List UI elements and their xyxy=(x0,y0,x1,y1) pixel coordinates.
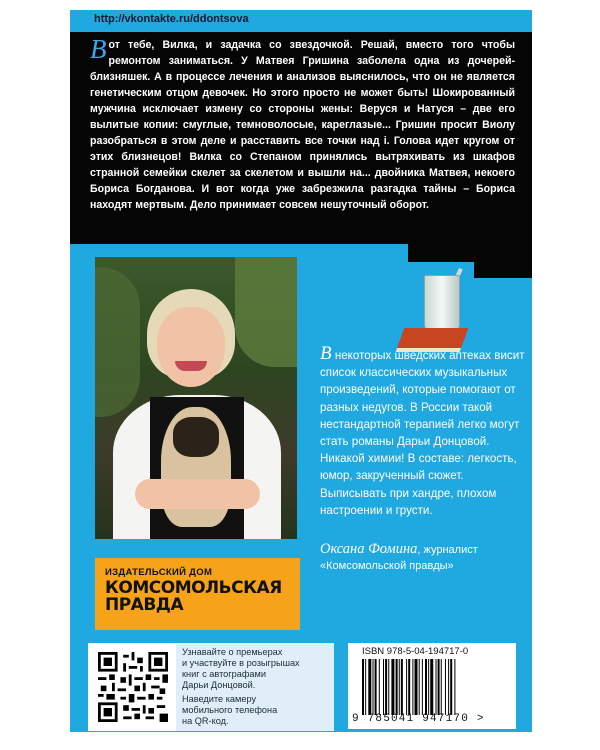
qr-instructions xyxy=(176,643,334,731)
qr-line: и участвуйте в розыгрышах xyxy=(182,658,300,668)
barcode-bar xyxy=(373,659,374,715)
barcode-bar xyxy=(422,659,423,715)
book-back-cover xyxy=(70,10,532,732)
synopsis-body: от тебе, Вилка, и задачка со звездочкой. Решай, вместо того чтобы ремонтом заниматься. У Матвея Гришина заболела одна из дочерей-близняшек. А в процессе лечения и анализов выяснилось, что он не является генетическим отцом девочек. Но этого просто не может быть! Шокированный мужчина исключает измену со стороны жены: Веруся и Натуся – две его вылитые копии: смуглые, темноволосые, кареглазые... Гришин просит Виолу разобраться в этом деле и расставить все точки над i. Голова идет кругом от этих близнецов! Вилка со Степаном принялись вытряхивать из шкафов странной семейки скелет за скелетом и вышли на... двойника Матвея, некоего Бориса Богданова. И вот когда уже забрезжила разгадка тайны – Бориса находят мертвым. Дело принимает совсем нешуточный оборот. xyxy=(90,39,515,211)
barcode-bar xyxy=(428,659,429,715)
barcode-panel xyxy=(348,643,516,729)
barcode-bar xyxy=(399,659,400,715)
review-author-role: , журналист xyxy=(417,544,478,556)
barcode-bar xyxy=(412,659,413,715)
top-strip xyxy=(70,10,532,32)
photo-pug-face xyxy=(173,417,219,457)
barcode-bar xyxy=(406,659,407,715)
author-url[interactable]: http://vkontakte.ru/ddontsova xyxy=(94,13,249,25)
qr-line: мобильного телефона xyxy=(182,705,278,715)
qr-line: Дарьи Донцовой. xyxy=(182,680,256,690)
barcode-bar xyxy=(430,659,433,715)
barcode-bar xyxy=(415,659,418,715)
review-author-outlet: «Комсомольской правды» xyxy=(320,560,454,572)
qr-code-icon[interactable] xyxy=(98,652,168,722)
barcode-bar xyxy=(362,659,364,715)
barcode-bar xyxy=(436,659,437,715)
glass-body xyxy=(424,275,460,331)
barcode-bar xyxy=(385,659,387,715)
publisher-name-line1: КОМСОМОЛЬСКАЯ xyxy=(105,578,282,598)
barcode-bar xyxy=(375,659,377,715)
barcode-bar xyxy=(391,659,394,715)
barcode-bar xyxy=(441,659,442,715)
photo-foliage-left xyxy=(95,267,140,417)
synopsis-panel-step xyxy=(408,242,532,262)
photo-smile xyxy=(175,361,207,371)
qr-line: книг с автографами xyxy=(182,669,266,679)
review-body: некоторых шведских аптеках висит список классических музыкальных произведений, которые помогают от разных недугов. В России такой нестандартной терапией легко могут стать романы Дарьи Донцовой. Никакой химии! В составе: легкость, юмор, закрученный сюжет. Выписывать при хандре, плохом настроении и грусти. xyxy=(320,349,525,517)
qr-panel xyxy=(88,643,334,731)
publisher-logo xyxy=(95,558,300,630)
synopsis-drop-cap: В xyxy=(90,34,107,64)
barcode-bar xyxy=(379,659,380,715)
photo-arms xyxy=(135,479,260,509)
barcode-bar xyxy=(401,659,403,715)
glass-icon xyxy=(420,265,464,331)
barcode-bar xyxy=(396,659,398,715)
publisher-small-label: ИЗДАТЕЛЬСКИЙ ДОМ xyxy=(105,567,213,578)
barcode-bar xyxy=(454,659,455,715)
review-quote xyxy=(320,345,525,519)
qr-line: Узнавайте о премьерах xyxy=(182,647,283,657)
barcode-bar xyxy=(368,659,371,715)
barcode-bar xyxy=(425,659,427,715)
barcode-bar xyxy=(408,659,410,715)
synopsis-text xyxy=(90,34,515,213)
author-photo xyxy=(95,257,297,539)
photo-foliage xyxy=(235,257,297,367)
review-drop-cap: В xyxy=(320,343,332,364)
publisher-name-line2: ПРАВДА xyxy=(105,595,184,615)
barcode-icon xyxy=(360,659,506,715)
review-author xyxy=(320,541,530,574)
isbn-label: ISBN 978-5-04-194717-0 xyxy=(362,646,469,657)
synopsis-panel-step-small xyxy=(474,260,532,278)
barcode-bar xyxy=(448,659,449,715)
barcode-bar xyxy=(388,659,389,715)
barcode-bar xyxy=(445,659,446,715)
barcode-bar xyxy=(383,659,384,715)
ean-digits: 9 785041 947170 > xyxy=(352,713,485,725)
photo-face xyxy=(157,307,225,387)
publisher-name xyxy=(105,580,282,614)
qr-line: на QR-код. xyxy=(182,716,229,726)
barcode-bar xyxy=(365,659,366,715)
barcode-bar xyxy=(450,659,452,715)
barcode-bar xyxy=(438,659,440,715)
barcode-bar xyxy=(419,659,420,715)
qr-line: Наведите камеру xyxy=(182,694,257,704)
review-author-name: Оксана Фомина xyxy=(320,541,418,557)
